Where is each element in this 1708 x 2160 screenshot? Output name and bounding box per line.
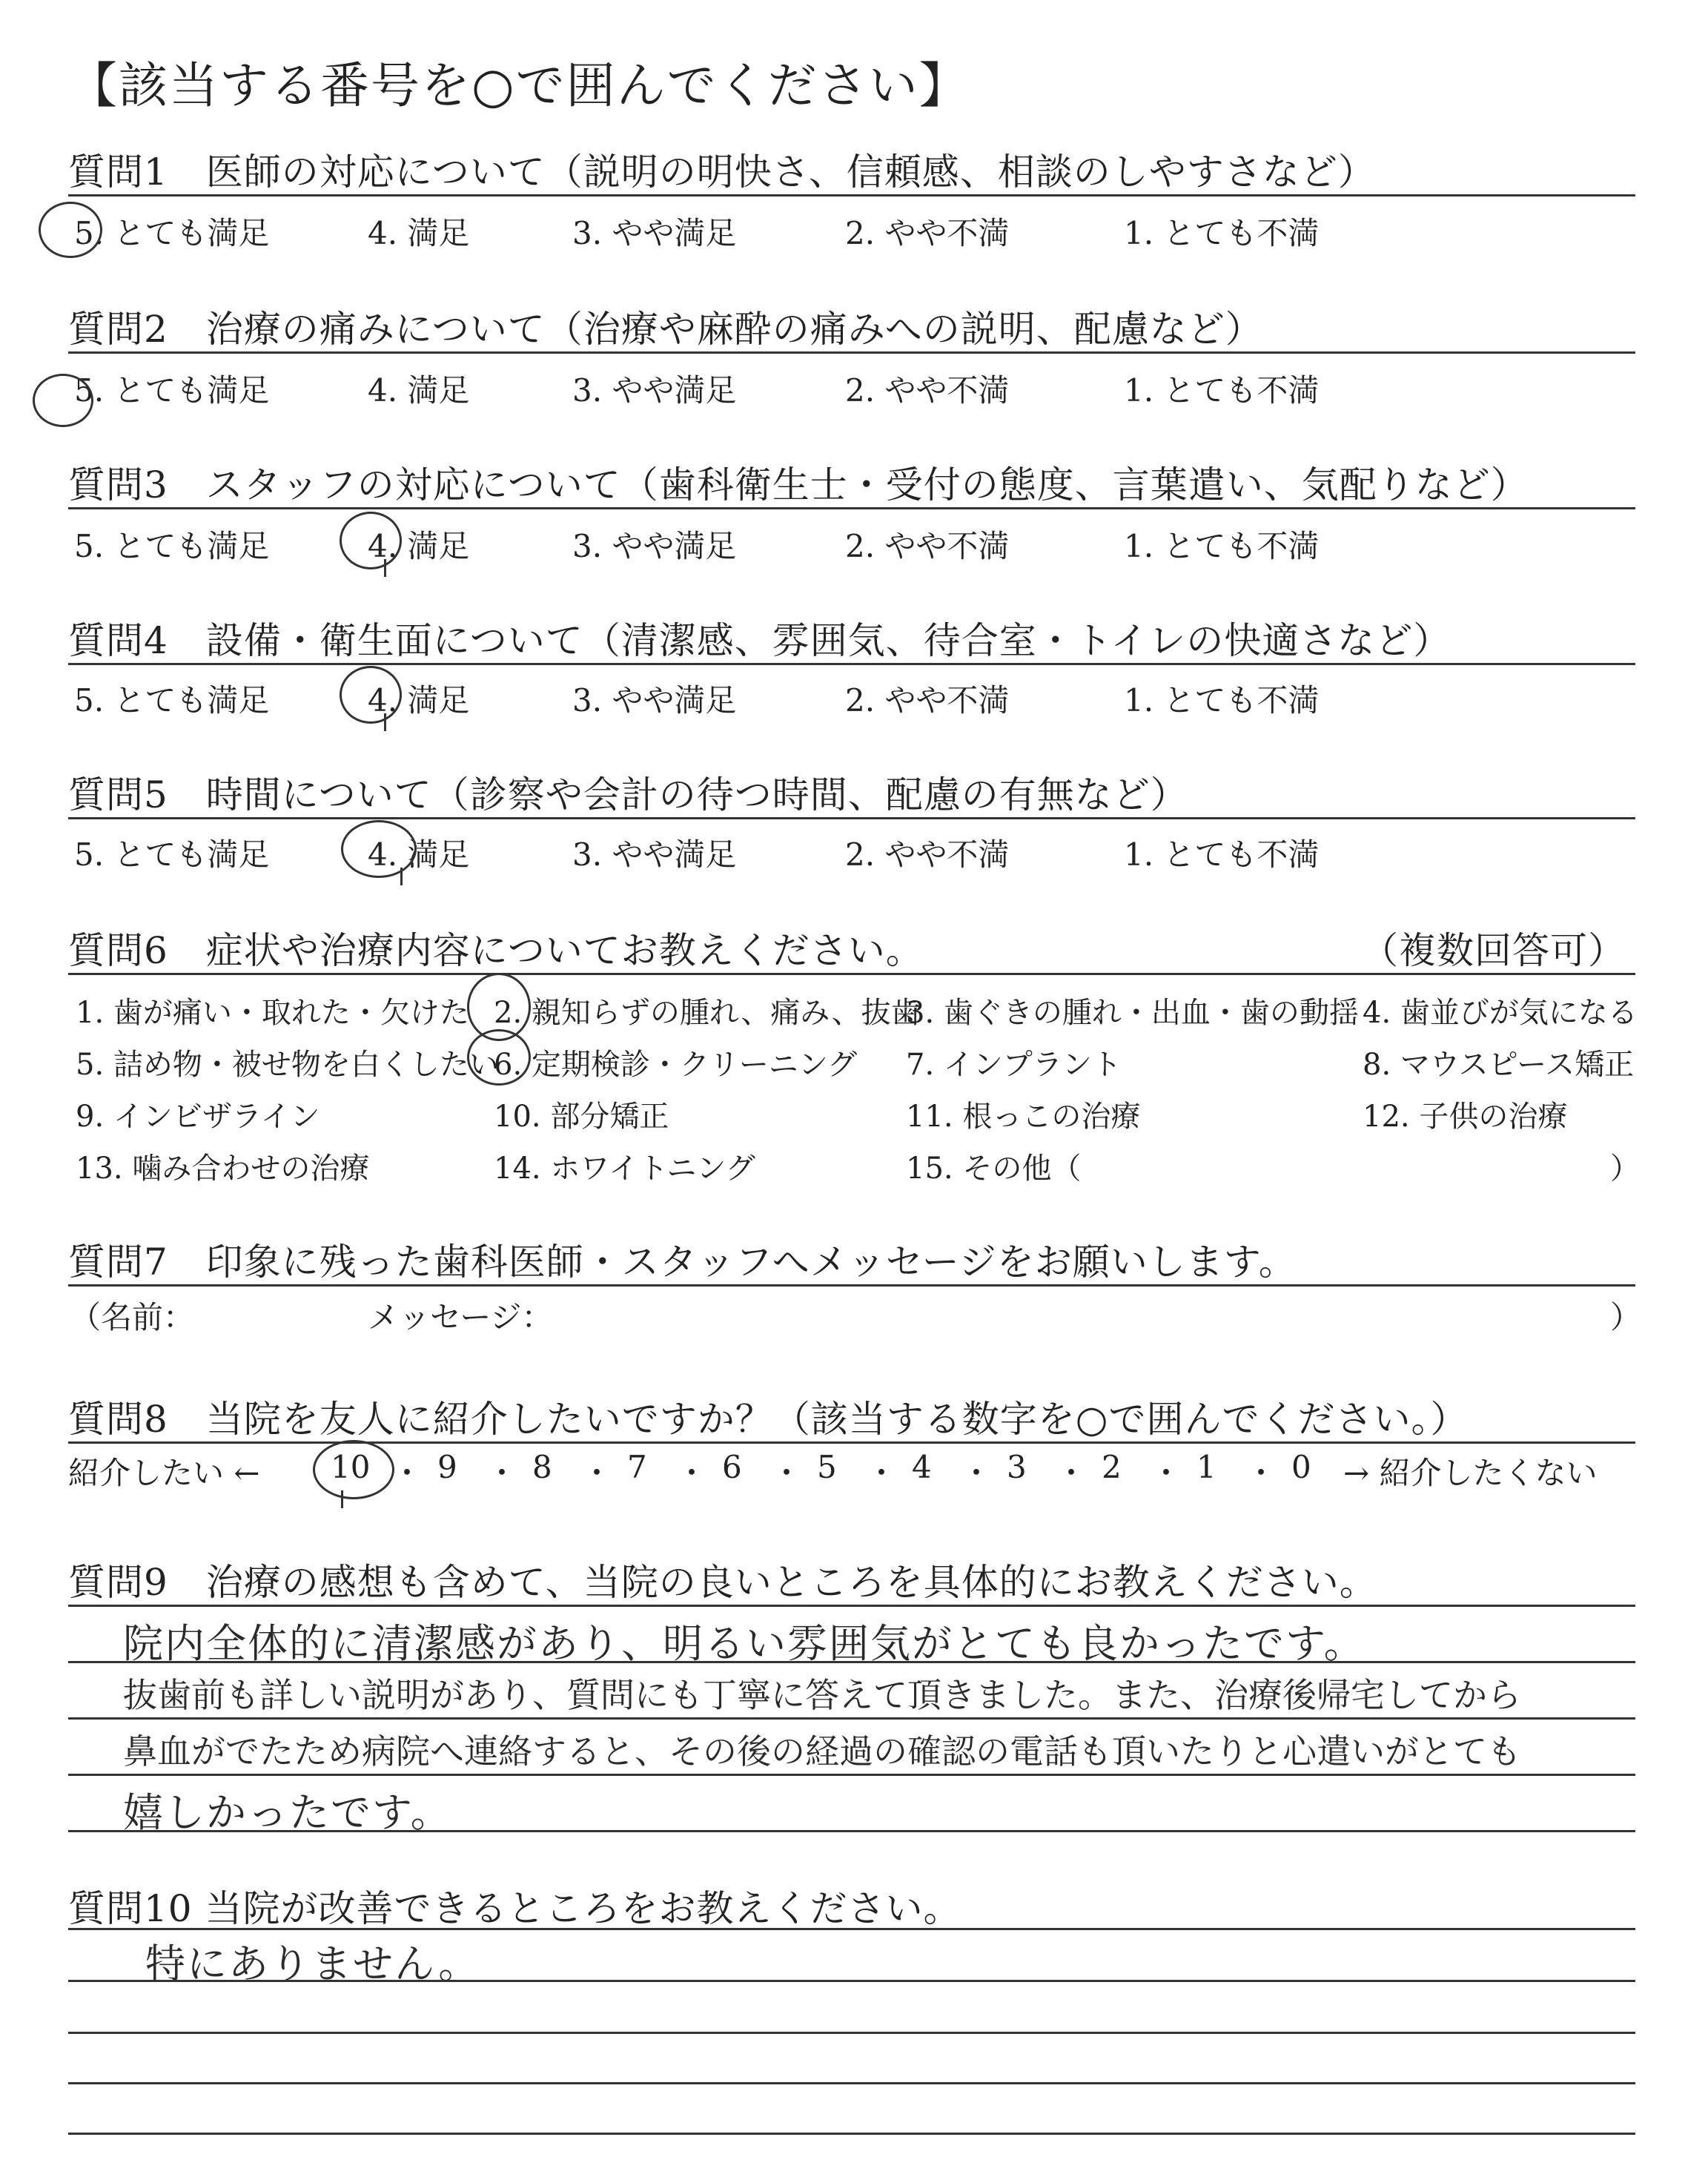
q3-selection-circle — [340, 512, 402, 569]
q5-selection-tail — [400, 868, 403, 885]
q8-left-label: 紹介したい ← — [68, 1455, 260, 1491]
question-9-title: 質問9 治療の感想も含めて、当院の良いところを具体的にお教えください。 — [68, 1561, 1377, 1604]
q7-name-label: （名前： — [70, 1299, 195, 1335]
q8-selection-circle — [313, 1440, 394, 1499]
question-9-rule-1 — [68, 1605, 1635, 1607]
q8-scale-7[interactable]: 7 — [627, 1449, 647, 1485]
q6-option-15-close: ） — [1610, 1152, 1640, 1186]
q8-scale-8[interactable]: 8 — [532, 1449, 552, 1485]
q5-option-4[interactable]: 4. 満足 — [368, 836, 470, 873]
question-3-title: 質問3 スタッフの対応について（歯科衛生士・受付の態度、言葉遣い、気配りなど） — [68, 463, 1529, 506]
q6-option-7[interactable]: 7. インプラント — [906, 1048, 1122, 1082]
q6-option-1[interactable]: 1. 歯が痛い・取れた・欠けた — [76, 996, 469, 1030]
q8-scale-9[interactable]: 9 — [437, 1449, 457, 1485]
q6-option-14[interactable]: 14. ホワイトニング — [494, 1152, 755, 1186]
q5-selection-circle — [341, 820, 417, 878]
q1-option-3[interactable]: 3. やや満足 — [572, 215, 737, 251]
q6-option-6[interactable]: 6. 定期検診・クリーニング — [494, 1048, 858, 1082]
q9-answer-line-2: 抜歯前も詳しい説明があり、質問にも丁寧に答えて頂きました。また、治療後帰宅してから — [123, 1675, 1521, 1715]
question-6-note: （複数回答可） — [1361, 929, 1626, 972]
question-10-rule-3 — [68, 2032, 1635, 2034]
question-9-rule-4 — [68, 1774, 1635, 1776]
question-7-rule — [68, 1284, 1635, 1287]
q2-selection-circle — [33, 374, 93, 427]
q9-answer-line-3: 鼻血がでたため病院へ連絡すると、その後の経過の確認の電話も頂いたりと心遣いがとても — [123, 1731, 1521, 1771]
q8-separator: ・ — [581, 1455, 613, 1491]
question-10-rule-5 — [68, 2133, 1635, 2135]
q6-option-4[interactable]: 4. 歯並びが気になる — [1363, 996, 1638, 1030]
q4-option-1[interactable]: 1. とても不満 — [1124, 682, 1320, 719]
q4-selection-circle — [340, 666, 402, 724]
q3-option-2[interactable]: 2. やや不満 — [845, 528, 1010, 564]
question-1-title: 質問1 医師の対応について（説明の明快さ、信頼感、相談のしやすさなど） — [68, 151, 1376, 194]
q5-option-1[interactable]: 1. とても不満 — [1124, 836, 1320, 873]
question-5-rule — [68, 817, 1635, 819]
question-10-rule-4 — [68, 2082, 1635, 2084]
q3-option-1[interactable]: 1. とても不満 — [1124, 528, 1320, 564]
q6-option-13[interactable]: 13. 噛み合わせの治療 — [76, 1152, 370, 1186]
q4-option-3[interactable]: 3. やや満足 — [572, 682, 737, 719]
q1-option-1[interactable]: 1. とても不満 — [1124, 215, 1320, 251]
q6-option-15[interactable]: 15. その他（ — [906, 1152, 1082, 1186]
q8-separator: ・ — [866, 1455, 898, 1491]
q8-separator: ・ — [486, 1455, 518, 1491]
question-8-title: 質問8 当院を友人に紹介したいですか？（該当する数字を○で囲んでください。） — [68, 1398, 1469, 1441]
q7-close-paren: ） — [1610, 1299, 1642, 1335]
question-8-rule — [68, 1441, 1635, 1444]
q8-separator: ・ — [961, 1455, 993, 1491]
question-3-rule — [68, 507, 1635, 509]
q6-option-2[interactable]: 2. 親知らずの腫れ、痛み、抜歯 — [494, 996, 921, 1030]
q8-separator: ・ — [676, 1455, 708, 1491]
q6-option-12[interactable]: 12. 子供の治療 — [1363, 1100, 1568, 1134]
question-4-title: 質問4 設備・衛生面について（清潔感、雰囲気、待合室・トイレの快適さなど） — [68, 619, 1452, 662]
q1-option-5[interactable]: 5. とても満足 — [74, 215, 270, 251]
q1-option-2[interactable]: 2. やや不満 — [845, 215, 1010, 251]
q8-scale-1[interactable]: 1 — [1196, 1449, 1217, 1485]
q6-option-9[interactable]: 9. インビザライン — [76, 1100, 320, 1134]
question-4-rule — [68, 663, 1635, 665]
question-6-title: 質問6 症状や治療内容についてお教えください。 — [68, 929, 924, 972]
q3-option-5[interactable]: 5. とても満足 — [74, 528, 270, 564]
q8-separator: ・ — [1056, 1455, 1088, 1491]
q2-option-1[interactable]: 1. とても不満 — [1124, 372, 1320, 409]
q2-option-4[interactable]: 4. 満足 — [368, 372, 470, 409]
q8-right-label: → 紹介したくない — [1343, 1455, 1598, 1491]
q3-selection-tail — [384, 559, 386, 577]
question-5-title: 質問5 時間について（診察や会計の待つ時間、配慮の有無など） — [68, 773, 1188, 816]
q8-scale-3[interactable]: 3 — [1007, 1449, 1027, 1485]
q5-option-5[interactable]: 5. とても満足 — [74, 836, 270, 873]
q8-separator: ・ — [1245, 1455, 1277, 1491]
q1-option-4[interactable]: 4. 満足 — [368, 215, 470, 251]
question-7-title: 質問7 印象に残った歯科医師・スタッフへメッセージをお願いします。 — [68, 1241, 1297, 1284]
q8-scale-0[interactable]: 0 — [1291, 1449, 1311, 1485]
q5-option-2[interactable]: 2. やや不満 — [845, 836, 1010, 873]
question-9-rule-3 — [68, 1717, 1635, 1720]
q8-selection-tail — [341, 1490, 343, 1508]
q4-option-2[interactable]: 2. やや不満 — [845, 682, 1010, 719]
form-header: 【該当する番号を○で囲んでください】 — [68, 57, 970, 114]
q4-selection-tail — [384, 713, 386, 731]
q8-separator: ・ — [1151, 1455, 1182, 1491]
question-10-rule-1 — [68, 1928, 1635, 1930]
q2-option-2[interactable]: 2. やや不満 — [845, 372, 1010, 409]
q8-scale-5[interactable]: 5 — [817, 1449, 837, 1485]
q4-option-4[interactable]: 4. 満足 — [368, 682, 470, 719]
q3-option-4[interactable]: 4. 満足 — [368, 528, 470, 564]
q6-option-3[interactable]: 3. 歯ぐきの腫れ・出血・歯の動揺 — [906, 996, 1359, 1030]
q6-option-11[interactable]: 11. 根っこの治療 — [906, 1100, 1141, 1134]
q1-selection-circle — [39, 202, 102, 258]
q8-scale-10[interactable]: 10 — [331, 1449, 371, 1485]
q8-scale-4[interactable]: 4 — [912, 1449, 932, 1485]
question-2-rule — [68, 351, 1635, 354]
question-6-rule — [68, 973, 1635, 975]
question-1-rule — [68, 194, 1635, 196]
q6-option-10[interactable]: 10. 部分矯正 — [494, 1100, 669, 1134]
question-10-title: 質問10 当院が改善できるところをお教えください。 — [68, 1887, 961, 1930]
q6-option-5[interactable]: 5. 詰め物・被せ物を白くしたい — [76, 1048, 499, 1082]
q8-scale-6[interactable]: 6 — [722, 1449, 742, 1485]
q5-option-3[interactable]: 3. やや満足 — [572, 836, 737, 873]
q8-separator: ・ — [771, 1455, 803, 1491]
q9-answer-line-4: 嬉しかったです。 — [123, 1789, 452, 1836]
q2-option-5[interactable]: 5. とても満足 — [74, 372, 270, 409]
q7-message-label: メッセージ： — [368, 1299, 553, 1335]
q6-option-8[interactable]: 8. マウスピース矯正 — [1363, 1048, 1635, 1082]
q3-option-3[interactable]: 3. やや満足 — [572, 528, 737, 564]
q8-scale-2[interactable]: 2 — [1102, 1449, 1122, 1485]
q8-separator: ・ — [391, 1455, 423, 1491]
q10-answer-line-1: 特にありません。 — [145, 1941, 480, 1987]
q9-answer-line-1: 院内全体的に清潔感があり、明るい雰囲気がとても良かったです。 — [123, 1620, 1366, 1667]
q4-option-5[interactable]: 5. とても満足 — [74, 682, 270, 719]
question-2-title: 質問2 治療の痛みについて（治療や麻酔の痛みへの説明、配慮など） — [68, 308, 1263, 351]
q6-selection-circle-6 — [467, 1029, 531, 1086]
q2-option-3[interactable]: 3. やや満足 — [572, 372, 737, 409]
